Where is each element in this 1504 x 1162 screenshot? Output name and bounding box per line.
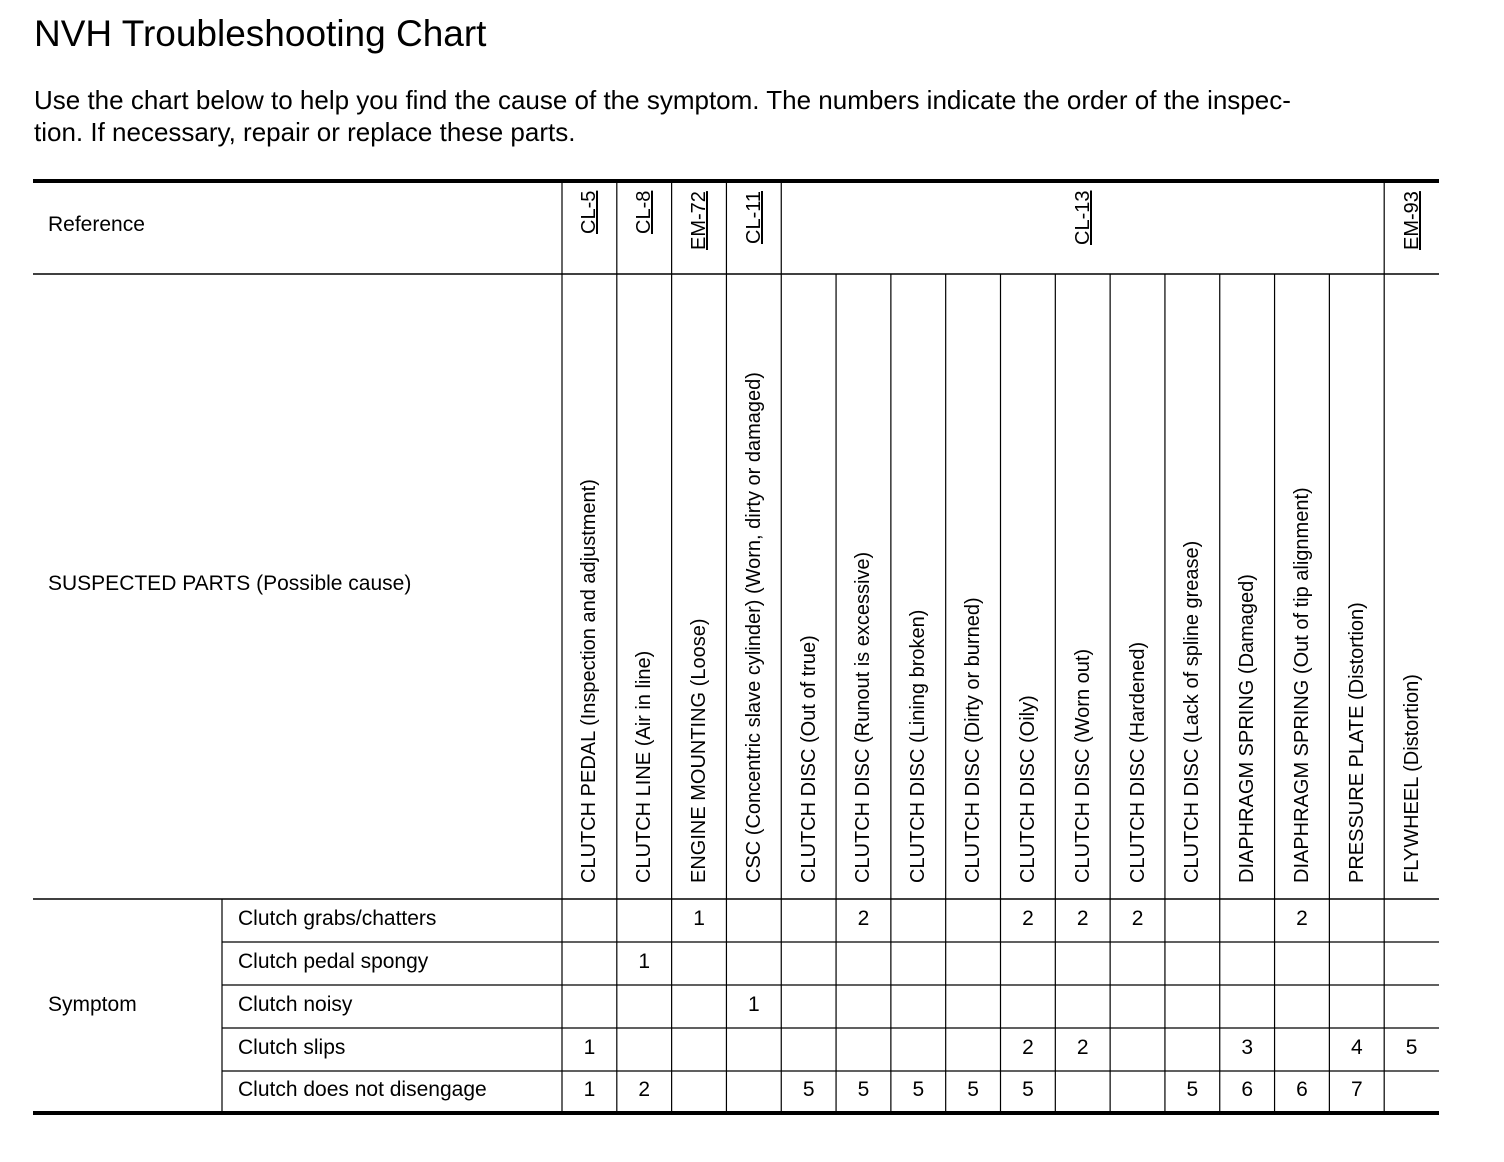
part-header-4: CSC (Concentric slave cylinder) (Worn, dirty or damaged) [742,372,765,883]
table-cell: 6 [1241,1078,1253,1101]
table-cell: 5 [912,1078,925,1101]
table-cell: 5 [802,1078,815,1101]
table-cell: 2 [1076,907,1089,930]
intro-line-2: tion. If necessary, repair or replace these parts. [34,117,576,147]
reference-link-em-93[interactable]: EM-93 [1400,191,1423,250]
part-header-8: CLUTCH DISC (Dirty or burned) [962,597,985,883]
part-header-7: CLUTCH DISC (Lining broken) [907,609,930,883]
symptom-group-label: Symptom [48,993,137,1016]
part-header-15: PRESSURE PLATE (Distortion) [1345,602,1368,883]
table-cell: 5 [857,1078,870,1101]
table-cell: 5 [1405,1036,1418,1059]
table-cell: 1 [583,1078,596,1101]
table-cell: 7 [1350,1078,1363,1101]
part-header-9: CLUTCH DISC (Oily) [1016,695,1039,883]
part-header-16: FLYWHEEL (Distortion) [1400,674,1423,883]
reference-link-em-72[interactable]: EM-72 [688,191,711,250]
symptom-row-label: Clutch noisy [238,992,353,1016]
table-cell: 2 [1131,907,1144,930]
part-header-11: CLUTCH DISC (Hardened) [1126,641,1149,883]
reference-link-cl-11[interactable]: CL-11 [742,191,765,244]
reference-link-cl-5[interactable]: CL-5 [578,190,601,234]
table-cell: 5 [967,1078,979,1101]
part-header-6: CLUTCH DISC (Runout is excessive) [852,551,875,883]
reference-link-cl-13[interactable]: CL-13 [1071,190,1094,245]
table-cell: 1 [748,993,760,1016]
symptom-row-label: Clutch grabs/chatters [238,906,437,930]
part-header-13: DIAPHRAGM SPRING (Damaged) [1236,574,1259,883]
suspected-parts-label: SUSPECTED PARTS (Possible cause) [48,572,412,595]
intro-line-1: Use the chart below to help you find the cause of the symptom. The numbers indicate the order of the inspec- [34,85,1291,115]
part-header-12: CLUTCH DISC (Lack of spline grease) [1181,540,1204,883]
table-cell: 1 [638,950,651,973]
part-header-3: ENGINE MOUNTING (Loose) [688,618,711,883]
table-cell: 2 [638,1078,651,1101]
table-cell: 2 [1296,907,1308,930]
table-cell: 5 [1186,1078,1199,1101]
table-cell: 4 [1350,1036,1363,1059]
table-cell: 3 [1241,1036,1253,1059]
table-cell: 1 [693,907,705,930]
symptom-row-label: Clutch pedal spongy [238,949,429,973]
page-title: NVH Troubleshooting Chart [34,13,487,54]
part-header-1: CLUTCH PEDAL (Inspection and adjustment) [578,479,601,883]
table-cell: 5 [1022,1078,1034,1101]
part-header-2: CLUTCH LINE (Air in line) [633,650,656,883]
table-cell: 2 [1076,1036,1089,1059]
table-cell: 6 [1296,1078,1308,1101]
part-header-14: DIAPHRAGM SPRING (Out of tip alignment) [1290,487,1313,883]
table-cell: 2 [1022,1036,1034,1059]
table-cell: 1 [583,1036,596,1059]
part-header-5: CLUTCH DISC (Out of true) [797,635,820,883]
table-cell: 2 [857,907,870,930]
symptom-row-label: Clutch does not disengage [238,1078,487,1101]
reference-row-label: Reference [48,213,145,236]
symptom-row-label: Clutch slips [238,1035,346,1059]
part-header-10: CLUTCH DISC (Worn out) [1071,648,1094,883]
reference-link-cl-8[interactable]: CL-8 [633,190,656,234]
table-cell: 2 [1022,907,1034,930]
